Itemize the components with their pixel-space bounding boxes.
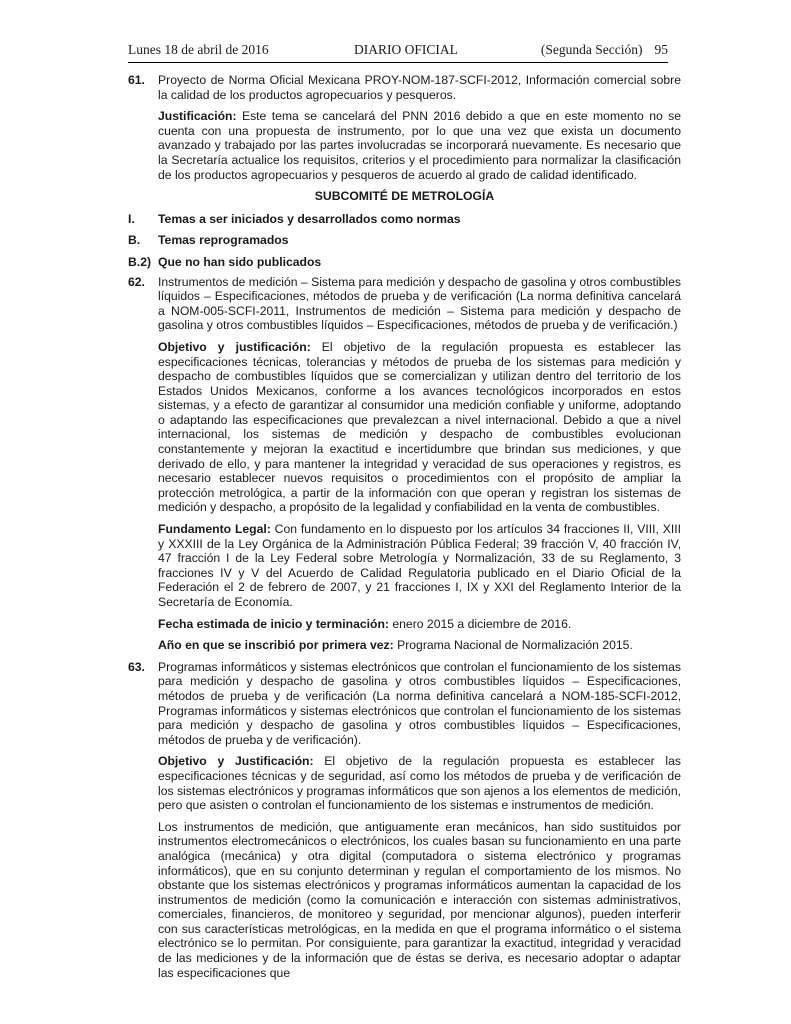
section-label: Temas reprogramados xyxy=(158,233,289,248)
section-marker: I. xyxy=(128,211,135,226)
item-title: Instrumentos de medición – Sistema para medición y despacho de gasolina y otros combustibles líquidos – Especificaciones, métodos de prueba y de verificación (La norma definitiva cancelará a NOM-005-SCFI-2011, Instrumentos de medición – Sistema para medición y despacho de gasolina y otros combustibles líquidos – Especificaciones, métodos de prueba y de verificación.) xyxy=(158,274,681,333)
section-label: Que no han sido publicados xyxy=(158,254,322,269)
legal-basis-paragraph xyxy=(158,522,681,610)
section-heading xyxy=(128,212,681,227)
section-heading xyxy=(128,255,681,270)
legal-basis-text: Con fundamento en lo dispuesto por los artículos 34 fracciones II, VIII, XIII y XXXIII de la Ley Orgánica de la Administración Pública Federal; 39 fracción V, 40 fracción IV, 47 fracción I de la Ley Federal sobre Metrología y Normalización, 33 de su Reglamento, 3 fracciones IV y V del Acuerdo de Calidad Regulatoria publicado en el Diario Oficial de la Federación el 2 de febrero de 2007, y 21 fracciones I, IX y XXI del Reglamento Interior de la Secretaría de Economía. xyxy=(158,522,681,609)
body-paragraph: Los instrumentos de medición, que antiguamente eran mecánicos, han sido sustituidos por instrumentos electromecánicos o electrónicos, los cuales basan su funcionamiento en una parte analógica (mecánica) y otra digital (computadora o sistema electrónico y programas informáticos), que en su conjunto determinan y regulan el comportamiento de los mismos. No obstante que los sistemas electrónicos y programas informáticos aumentan la capacidad de los instrumentos de medición (como la comunicación e interacción con sistemas administrativos, comerciales, financieros, de monitoreo y seguridad, por mencionar algunos), pueden interferir con sus características metrológicas, en la medida en que el programa informático o el sistema electrónico se lo permitan. Por consiguiente, para garantizar la exactitud, integridad y veracidad de las mediciones y de la información que de éstas se deriva, es necesario adoptar o adaptar las especificaciones que xyxy=(158,819,681,980)
item-61 xyxy=(128,73,681,102)
section-heading xyxy=(128,233,681,248)
objective-paragraph xyxy=(158,340,681,515)
justification-text: Este tema se cancelará del PNN 2016 debido a que en este momento no se cuenta con una propuesta de instrumento, por lo que una vez que exista un documento avanzado y trabajado por las partes involucradas se incorporará nuevamente. Es necesario que la Secretaría actualice los requisitos, criterios y el procedimiento para normalizar la clasificación de los productos agropecuarios y pesqueros de acuerdo al grado de calidad identificado. xyxy=(158,109,681,182)
header-section-page xyxy=(541,42,668,58)
page-number: 95 xyxy=(654,42,668,57)
item-number: 63. xyxy=(128,659,145,674)
document-body xyxy=(128,73,681,987)
item-number: 62. xyxy=(128,274,145,289)
estimated-dates-text: enero 2015 a diciembre de 2016. xyxy=(392,616,572,631)
subcommittee-heading: SUBCOMITÉ DE METROLOGÍA xyxy=(314,189,495,204)
first-registration-label: Año en que se inscribió por primera vez: xyxy=(158,638,394,653)
header-date: Lunes 18 de abril de 2016 xyxy=(128,42,269,57)
estimated-dates-paragraph xyxy=(158,617,681,632)
first-registration-paragraph xyxy=(158,638,681,653)
header-rule xyxy=(128,62,668,63)
justification-paragraph xyxy=(158,109,681,182)
justification-label: Justificación: xyxy=(158,109,237,124)
legal-basis-label: Fundamento Legal: xyxy=(158,522,271,537)
objective-paragraph xyxy=(158,754,681,812)
estimated-dates-label: Fecha estimada de inicio y terminación: xyxy=(158,616,389,631)
first-registration-text: Programa Nacional de Normalización 2015. xyxy=(397,638,633,653)
running-header xyxy=(128,42,668,60)
item-number: 61. xyxy=(128,73,145,87)
item-63 xyxy=(128,660,681,748)
item-title: Proyecto de Norma Oficial Mexicana PROY-NOM-187-SCFI-2012, Información comercial sobre la calidad de los productos agropecuarios y pesqueros. xyxy=(158,73,681,102)
item-62 xyxy=(128,275,681,333)
header-section: (Segunda Sección) xyxy=(540,42,643,57)
section-marker: B. xyxy=(128,233,141,248)
section-label: Temas a ser iniciados y desarrollados como normas xyxy=(158,211,461,226)
objective-label: Objetivo y Justificación: xyxy=(158,754,314,769)
objective-label: Objetivo y justificación: xyxy=(158,339,311,354)
item-title: Programas informáticos y sistemas electrónicos que controlan el funcionamiento de los sistemas para medición y despacho de gasolina y otros combustibles líquidos – Especificaciones, métodos de prueba y de verificación (La norma definitiva cancelará a NOM-185-SCFI-2012, Programas informáticos y sistemas electrónicos que controlan el funcionamiento de los sistemas para medición y despacho de gasolina y otros combustibles líquidos – Especificaciones, métodos de prueba y de verificación). xyxy=(158,659,681,747)
objective-text: El objetivo de la regulación propuesta es establecer las especificaciones técnicas y de seguridad, así como los métodos de prueba y de verificación de los sistemas electrónicos y programas informáticos que son ajenos a los elementos de medición, pero que asisten o controlan el funcionamiento de los sistemas e instrumentos de medición. xyxy=(158,754,681,813)
section-marker: B.2) xyxy=(128,254,152,269)
header-publication: DIARIO OFICIAL xyxy=(354,42,458,57)
objective-text: El objetivo de la regulación propuesta es establecer las especificaciones técnicas, tolerancias y métodos de prueba de los sistemas para medición y despacho de combustibles líquidos que se comercializan y utilizan dentro del territorio de los Estados Unidos Mexicanos, conforme a los avances tecnológicos incorporados en estos sistemas, y a efecto de garantizar al consumidor una medición confiable y uniforme, adoptando o adaptando las especificaciones que prevalezcan a nivel internacional. Debido a que a nivel internacional, los sistemas de medición y despacho de combustibles evolucionan constantemente y mejoran la exactitud e incertidumbre que brindan sus mediciones, y que derivado de ello, y para mantener la integridad y veracidad de sus operaciones y registros, es necesario establecer nuevos requisitos o procedimientos con el propósito de ampliar la protección metrológica, a partir de la información con que operan y registran los sistemas de medición y despacho, a propósito de la legalidad y confiabilidad en la venta de combustibles. xyxy=(158,339,681,515)
